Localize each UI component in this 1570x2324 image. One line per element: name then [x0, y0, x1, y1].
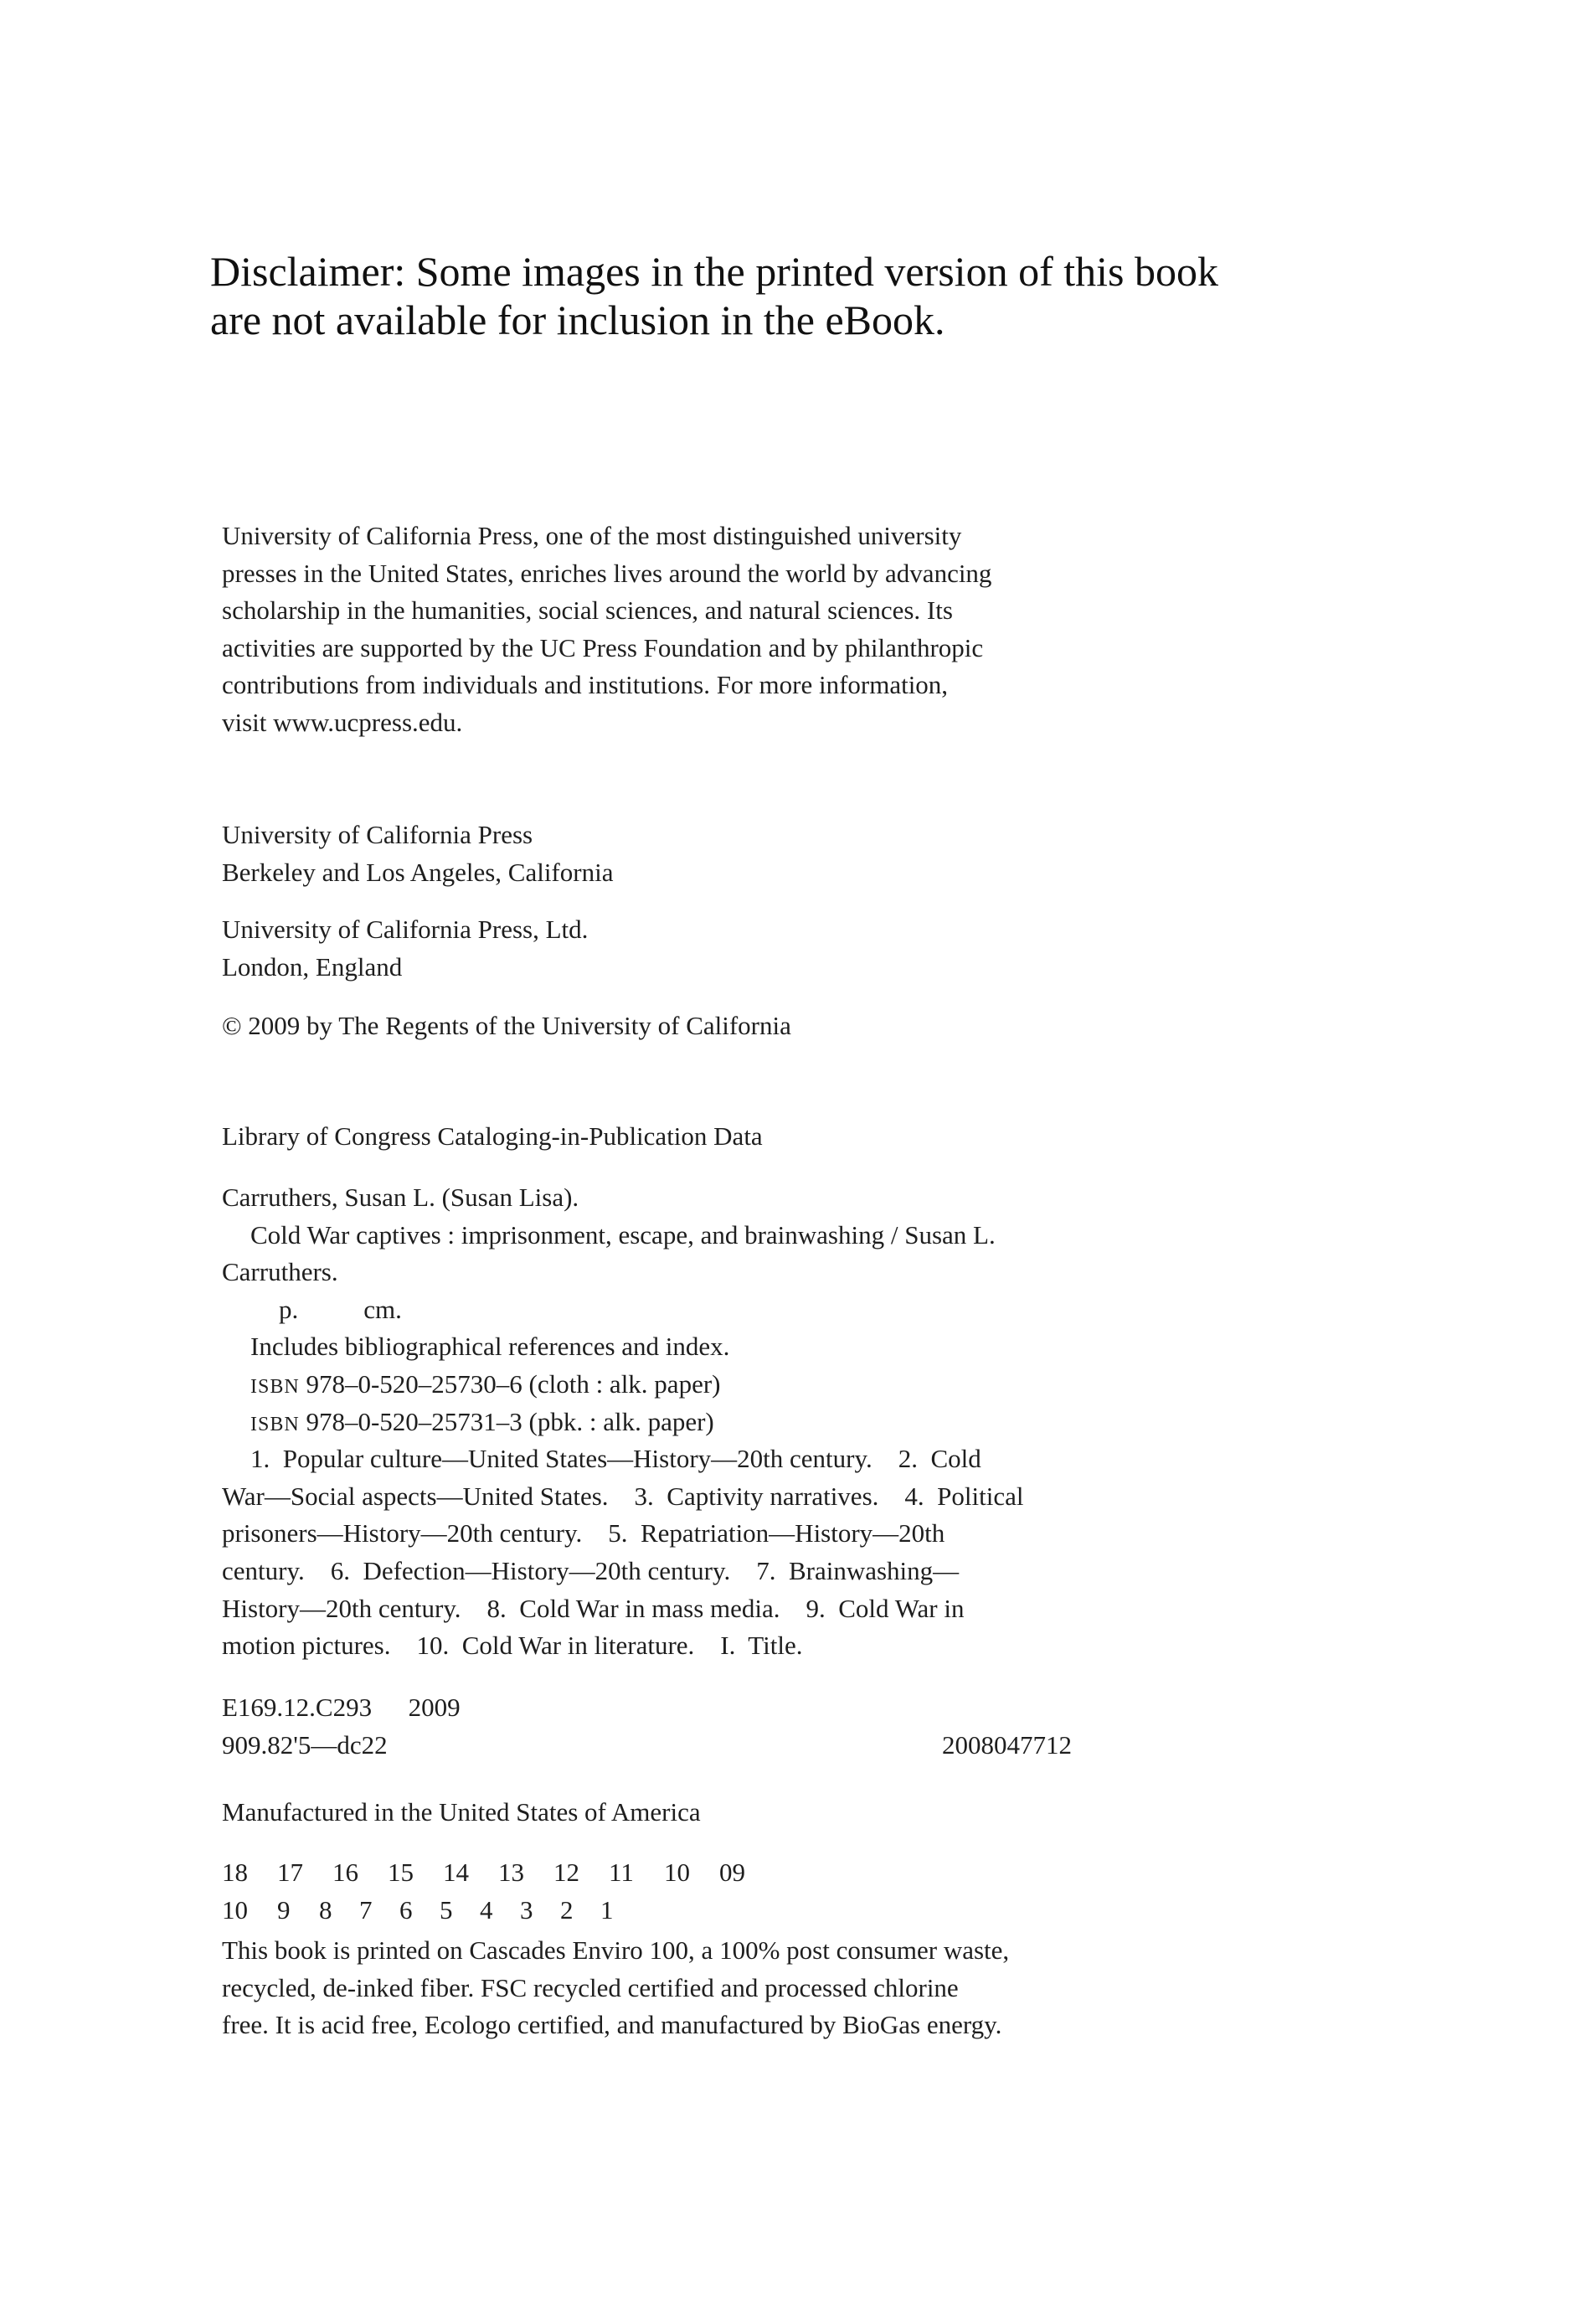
printing-impression: 3	[520, 1894, 533, 1925]
printing-impression: 10	[222, 1894, 248, 1925]
cip-physical-description	[222, 1291, 1185, 1329]
printing-impression: 2	[560, 1894, 574, 1925]
printing-year: 12	[553, 1858, 579, 1887]
publisher-address-uk	[222, 911, 1185, 986]
printing-years	[222, 1854, 1185, 1892]
cip-subject-line: motion pictures. 10. Cold War in literature. I. Title.	[222, 1631, 803, 1661]
paper-note	[222, 1932, 1185, 2044]
isbn-label: ISBN	[250, 1413, 300, 1435]
printing-year: 13	[498, 1858, 524, 1887]
dewey-number: 909.82'5—dc22	[222, 1729, 388, 1760]
printing-year: 10	[664, 1858, 690, 1887]
paper-note-line: recycled, de-inked fiber. FSC recycled certified and processed chlorine	[222, 1972, 959, 2002]
cip-title-line: Cold War captives : imprisonment, escape, and brainwashing / Susan L.	[250, 1219, 996, 1250]
cip-classification	[222, 1689, 1185, 1764]
lc-class: E169.12.C293	[222, 1693, 373, 1722]
paper-note-line: This book is printed on Cascades Enviro 100, a 100% post consumer waste,	[222, 1935, 1010, 1965]
disclaimer-line: are not available for inclusion in the eBook.	[210, 296, 945, 343]
printing-line	[222, 1854, 1185, 1929]
printing-impression: 1	[600, 1894, 614, 1925]
about-line: visit www.ucpress.edu.	[222, 707, 463, 737]
printing-impressions	[222, 1892, 1185, 1930]
cip-subject-line: prisoners—History—20th century. 5. Repatriation—History—20th	[222, 1518, 945, 1548]
lc-year: 2009	[408, 1693, 461, 1722]
about-line: activities are supported by the UC Press Foundation and by philanthropic	[222, 632, 984, 662]
isbn-label: ISBN	[250, 1375, 300, 1398]
about-line: scholarship in the humanities, social sciences, and natural sciences. Its	[222, 595, 953, 626]
printing-impression: 7	[359, 1894, 373, 1925]
cip-subject-line: 1. Popular culture—United States—History—20th century. 2. Cold	[250, 1444, 981, 1474]
cip-heading-block	[222, 1118, 1185, 1156]
copyright-notice	[222, 1007, 1185, 1045]
printing-year: 16	[332, 1858, 358, 1887]
lc-classification	[222, 1689, 1185, 1727]
printing-year: 11	[609, 1858, 634, 1887]
cip-title-line: Carruthers.	[222, 1257, 338, 1287]
about-publisher-paragraph	[222, 518, 1185, 742]
manufactured-block	[222, 1794, 1185, 1832]
printing-impression: 9	[277, 1894, 291, 1925]
printing-impression: 8	[319, 1894, 332, 1925]
publisher-address-us	[222, 817, 1185, 891]
cip-author: Carruthers, Susan L. (Susan Lisa).	[222, 1183, 579, 1212]
cip-size: cm.	[363, 1294, 402, 1324]
ebook-disclaimer	[210, 247, 1299, 344]
cip-pages: p.	[279, 1294, 299, 1324]
paper-note-line: free. It is acid free, Ecologo certified, and manufactured by BioGas energy.	[222, 2010, 1002, 2040]
printing-year: 09	[719, 1858, 745, 1887]
cip-subject-line: War—Social aspects—United States. 3. Captivity narratives. 4. Political	[222, 1481, 1024, 1511]
about-line: contributions from individuals and institutions. For more information,	[222, 670, 949, 700]
publisher-name: University of California Press	[222, 820, 533, 849]
about-line: presses in the United States, enriches lives around the world by advancing	[222, 558, 992, 588]
publisher-ltd-location: London, England	[222, 951, 403, 982]
printing-year: 14	[443, 1858, 469, 1887]
cip-isbn-pbk	[222, 1404, 1185, 1441]
printing-year: 18	[222, 1858, 248, 1887]
cip-subject-line: History—20th century. 8. Cold War in mass media. 9. Cold War in	[222, 1593, 965, 1623]
printing-impression: 6	[399, 1894, 413, 1925]
cip-record	[222, 1179, 1185, 1665]
printing-year: 17	[277, 1858, 303, 1887]
disclaimer-line: Disclaimer: Some images in the printed version of this book	[210, 248, 1218, 295]
cip-includes: Includes bibliographical references and index.	[250, 1332, 730, 1362]
isbn-value: 978–0-520–25731–3 (pbk. : alk. paper)	[306, 1406, 714, 1436]
manufactured-line: Manufactured in the United States of America	[222, 1797, 701, 1827]
printing-impression: 5	[440, 1894, 453, 1925]
publisher-ltd-name: University of California Press, Ltd.	[222, 915, 589, 944]
about-line: University of California Press, one of the most distinguished university	[222, 521, 962, 550]
isbn-value: 978–0-520–25730–6 (cloth : alk. paper)	[306, 1368, 721, 1399]
publisher-location: Berkeley and Los Angeles, California	[222, 857, 614, 887]
printing-impression: 4	[480, 1894, 493, 1925]
dewey-lccn-row	[222, 1727, 1072, 1765]
cip-heading: Library of Congress Cataloging-in-Publication Data	[222, 1121, 763, 1151]
cip-isbn-cloth	[222, 1366, 1185, 1404]
printing-year: 15	[388, 1858, 414, 1887]
cip-subject-line: century. 6. Defection—History—20th century. 7. Brainwashing—	[222, 1555, 960, 1585]
lccn: 2008047712	[942, 1729, 1072, 1760]
copyright-line: © 2009 by The Regents of the University of California	[222, 1011, 791, 1040]
